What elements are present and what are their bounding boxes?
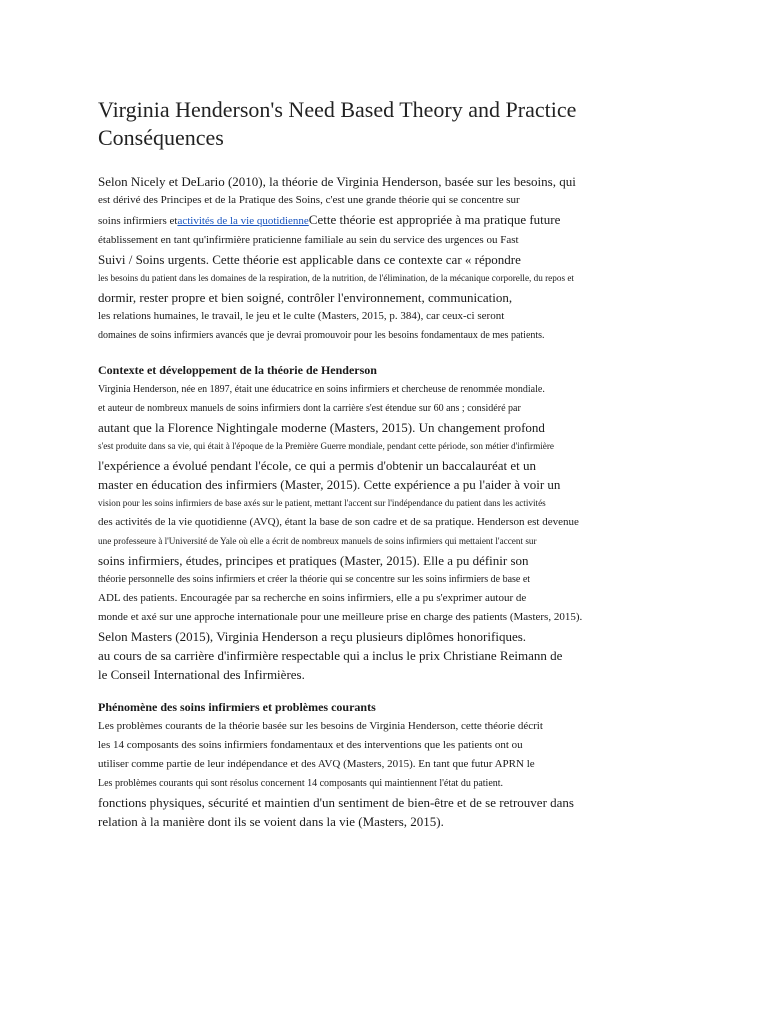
intro-paragraph bbox=[98, 172, 643, 345]
phenomenon-heading: Phénomène des soins infirmiers et problèmes courants bbox=[98, 700, 376, 714]
context-heading: Contexte et développement de la théorie de Henderson bbox=[98, 363, 377, 377]
context-line: théorie personnelle des soins infirmiers et créer la théorie qui se concentre sur les soins infirmiers de base et bbox=[98, 574, 531, 585]
context-line: ADL des patients. Encouragée par sa recherche en soins infirmiers, elle a pu s'exprimer autour de bbox=[98, 592, 527, 604]
context-line: autant que la Florence Nightingale moderne (Masters, 2015). Un changement profond bbox=[98, 420, 545, 435]
phenomenon-line: Les problèmes courants de la théorie basée sur les besoins de Virginia Henderson, cette théorie décrit bbox=[98, 720, 543, 732]
context-line: Selon Masters (2015), Virginia Henderson a reçu plusieurs diplômes honorifiques. bbox=[98, 629, 527, 644]
context-line: le Conseil International des Infirmières. bbox=[98, 667, 305, 682]
intro-line: les besoins du patient dans les domaines de la respiration, de la nutrition, de l'élimination, de la mécanique corporelle, du repos et bbox=[98, 273, 574, 283]
phenomenon-line: Les problèmes courants qui sont résolus concernent 14 composants qui maintiennent l'état du patient. bbox=[98, 778, 504, 789]
context-line: Virginia Henderson, née en 1897, était une éducatrice en soins infirmiers et chercheuse de renommée mondiale. bbox=[98, 384, 545, 395]
context-line: vision pour les soins infirmiers de base axés sur le patient, mettant l'accent sur l'indépendance du patient dans les activités bbox=[98, 498, 546, 508]
phenomenon-section bbox=[98, 698, 643, 831]
intro-line: établissement en tant qu'infirmière praticienne familiale au sein du service des urgences ou Fast bbox=[98, 234, 519, 246]
context-line: l'expérience a évolué pendant l'école, ce qui a permis d'obtenir un baccalauréat et un bbox=[98, 458, 536, 473]
intro-line: dormir, rester propre et bien soigné, contrôler l'environnement, communication, bbox=[98, 290, 513, 305]
intro-line: les relations humaines, le travail, le jeu et le culte (Masters, 2015, p. 384), car ceux-ci seront bbox=[98, 310, 505, 322]
context-section bbox=[98, 361, 643, 684]
intro-line-with-link bbox=[98, 210, 643, 231]
document-page bbox=[98, 96, 643, 831]
adl-link[interactable]: activités de la vie quotidienne bbox=[177, 215, 309, 227]
context-line: des activités de la vie quotidienne (AVQ), étant la base de son cadre et de sa pratique. Henderson est devenue bbox=[98, 516, 579, 528]
context-line: soins infirmiers, études, principes et pratiques (Master, 2015). Elle a pu définir son bbox=[98, 553, 529, 568]
context-line: s'est produite dans sa vie, qui était à l'époque de la Première Guerre mondiale, pendant cette période, son métier d'infirmière bbox=[98, 441, 555, 451]
intro-line: domaines de soins infirmiers avancés que je devrai promouvoir pour les besoins fondamentaux de mes patients. bbox=[98, 330, 545, 341]
context-line: et auteur de nombreux manuels de soins infirmiers dont la carrière s'est étendue sur 60 ans ; considéré par bbox=[98, 403, 521, 414]
document-title bbox=[98, 96, 643, 152]
context-line: une professeure à l'Université de Yale où elle a écrit de nombreux manuels de soins infirmiers qui mettaient l'accent sur bbox=[98, 536, 537, 546]
intro-line: Suivi / Soins urgents. Cette théorie est applicable dans ce contexte car « répondre bbox=[98, 252, 521, 267]
title-line-2: Conséquences bbox=[98, 125, 224, 150]
phenomenon-line: utiliser comme partie de leur indépendance et des AVQ (Masters, 2015). En tant que futur APRN le bbox=[98, 758, 535, 770]
phenomenon-line: fonctions physiques, sécurité et maintien d'un sentiment de bien-être et de se retrouver dans bbox=[98, 795, 574, 810]
intro-line: est dérivé des Principes et de la Pratique des Soins, c'est une grande théorie qui se concentre sur bbox=[98, 194, 520, 206]
intro-text: Cette théorie est appropriée à ma pratique future bbox=[308, 212, 561, 227]
intro-line: Selon Nicely et DeLario (2010), la théorie de Virginia Henderson, basée sur les besoins, qui bbox=[98, 174, 576, 189]
intro-text: soins infirmiers et bbox=[98, 215, 178, 227]
title-line-1: Virginia Henderson's Need Based Theory and Practice bbox=[98, 97, 577, 122]
context-line: master en éducation des infirmiers (Master, 2015). Cette expérience a pu l'aider à voir un bbox=[98, 477, 561, 492]
context-line: monde et axé sur une approche internationale pour une meilleure prise en charge des patients (Masters, 2015). bbox=[98, 611, 583, 623]
phenomenon-line: les 14 composants des soins infirmiers fondamentaux et des interventions que les patients ont ou bbox=[98, 739, 523, 751]
context-line: au cours de sa carrière d'infirmière respectable qui a inclus le prix Christiane Reimann de bbox=[98, 648, 563, 663]
phenomenon-line: relation à la manière dont ils se voient dans la vie (Masters, 2015). bbox=[98, 814, 444, 829]
